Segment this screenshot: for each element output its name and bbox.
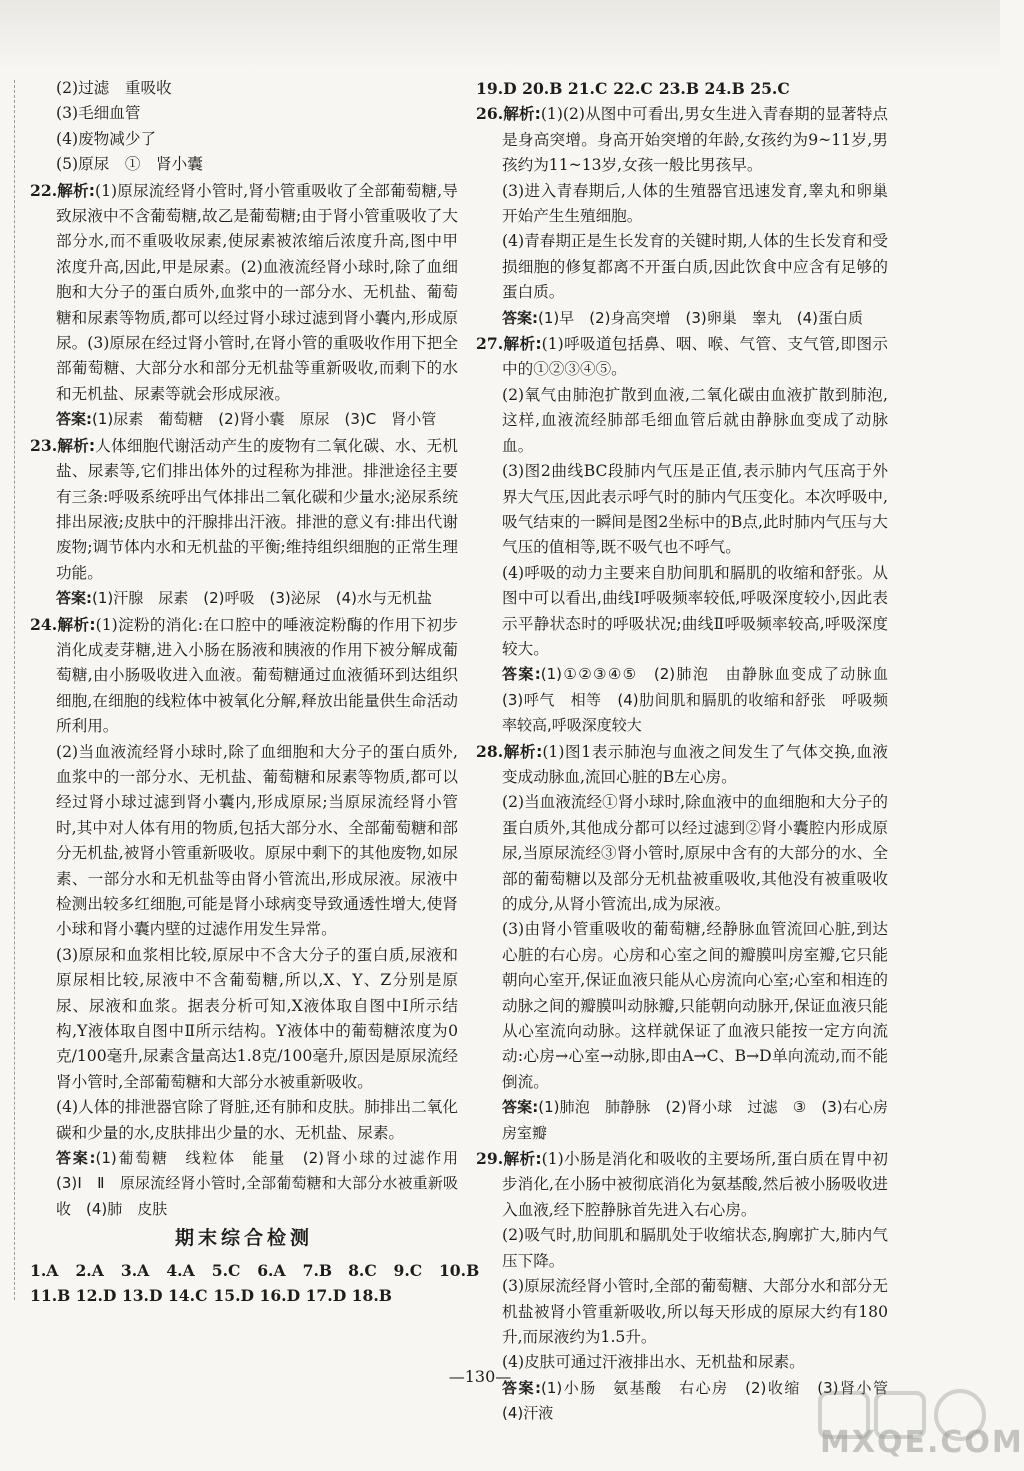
watermark-text: MXQE.COM <box>820 1425 1024 1460</box>
mc-answer: 18.B <box>351 1286 392 1306</box>
q24-label: 解析: <box>57 615 96 634</box>
mc-answer: 17.D <box>305 1286 347 1306</box>
section-title: 期末综合检测 <box>174 1227 313 1250</box>
column-divider <box>14 80 15 1300</box>
q28-answer-label: 答案: <box>502 1098 539 1117</box>
q23-label: 解析: <box>57 436 96 455</box>
mc-answer: 25.C <box>750 79 790 98</box>
mc-answer: 1.A <box>30 1260 59 1280</box>
mc-answer: 12.D <box>75 1286 117 1306</box>
mc-answers-row-3 <box>476 76 888 101</box>
q29-text-4: (4)皮肤可通过汗液排出水、无机盐和尿素。 <box>502 1353 805 1372</box>
q21-line: (2)过滤 重吸收 <box>56 79 172 97</box>
q22-answer-text: (1)尿素 葡萄糖 (2)肾小囊 原尿 (3)C 肾小管 <box>92 410 437 429</box>
q27-text-4: (4)呼吸的动力主要来自肋间肌和膈肌的收缩和舒张。从图中可以看出,曲线Ⅰ呼吸频率较低,呼吸深度较小,因此表示平静状态时的呼吸状况;曲线Ⅱ呼吸频率较高,呼吸深度较大。 <box>502 563 888 658</box>
q24-analysis <box>30 612 458 740</box>
q27-number: 27. <box>476 334 504 354</box>
q22-label: 解析: <box>57 181 96 200</box>
q28-answer <box>476 1095 904 1146</box>
q27-answer <box>476 662 904 738</box>
q26-label: 解析: <box>503 105 541 124</box>
mc-answer: 2.A <box>75 1260 104 1280</box>
q28-text-2: (2)当血液流经①肾小球时,除血液中的血细胞和大分子的蛋白质外,其他成分都可以经过滤到②肾小囊腔内形成原尿,当原尿流经③肾小管时,原尿中含有的大部分的水、全部的葡萄糖以及部分无机盐被重吸收,其他没有被重吸收的成分,从肾小管流出,成为尿液。 <box>502 793 888 913</box>
left-column <box>30 76 480 1309</box>
q29-label: 解析: <box>503 1150 542 1169</box>
mc-answer: 14.C <box>167 1286 208 1306</box>
q23-answer-text: (1)汗腺 尿素 (2)呼吸 (3)泌尿 (4)水与无机盐 <box>92 589 432 608</box>
mc-answer: 5.C <box>211 1260 241 1280</box>
mc-answer: 23.B <box>658 79 700 98</box>
q21-line: (4)废物减少了 <box>56 129 157 148</box>
mc-answer: 20.B <box>522 79 563 98</box>
mc-answer: 7.B <box>302 1260 333 1280</box>
q28-answer-text: (1)肺泡 肺静脉 (2)肾小球 过滤 ③ (3)右心房 房室瓣 <box>502 1098 904 1142</box>
q21-line: (3)毛细血管 <box>56 104 141 123</box>
mc-answers-row-1 <box>30 1258 480 1283</box>
q24-text-4: (4)人体的排泄器官除了肾脏,还有肺和皮肤。肺排出二氧化碳和少量的水,皮肤排出少量的水、无机盐、尿素。 <box>56 1098 458 1142</box>
q27-text-1: (1)呼吸道包括鼻、咽、喉、气管、支气管,即图示中的①②③④⑤。 <box>502 335 888 379</box>
q23-text: 人体细胞代谢活动产生的废物有二氧化碳、水、无机盐、尿素等,它们排出体外的过程称为排泄。排泄途径主要有三条:呼吸系统呼出气体排出二氧化碳和少量水;泌尿系统排出尿液;皮肤中的汗腺排出汗液。排泄的意义有:排出代谢废物;调节体内水和无机盐的平衡;维持组织细胞的正常生理功能。 <box>56 436 458 582</box>
q24-text-1: (1)淀粉的消化:在口腔中的唾液淀粉酶的作用下初步消化成麦芽糖,进入小肠在肠液和胰液的作用下被分解成葡萄糖,由小肠吸收进入血液。葡萄糖通过血液循环到达组织细胞,在细胞的线粒体中被氧化分解,释放出能量供生命活动所利用。 <box>56 615 458 736</box>
page-number: —130— <box>448 1367 512 1386</box>
q29-text-2: (2)吸气时,肋间肌和膈肌处于收缩状态,胸廓扩大,肺内气压下降。 <box>502 1226 888 1270</box>
q29-number: 29. <box>476 1149 504 1169</box>
q23-answer-label: 答案: <box>56 589 92 608</box>
q27-label: 解析: <box>503 335 542 354</box>
q28-label: 解析: <box>503 742 543 761</box>
mc-answer: 6.A <box>257 1260 286 1280</box>
q29-analysis <box>476 1146 888 1223</box>
q26-answer <box>476 306 888 331</box>
mc-answer: 9.C <box>393 1260 423 1280</box>
q26-text-1: (1)(2)从图中可看出,男女生进入青春期的显著特点是身高突增。身高开始突增的年龄,女孩约为9~11岁,男孩约为11~13岁,女孩一般比男孩早。 <box>502 105 888 175</box>
q24-answer-label: 答案: <box>56 1149 96 1168</box>
q27-text-3: (3)图2曲线BC段肺内气压是正值,表示肺内气压高于外界大气压,因此表示呼气时的肺内气压变化。本次呼吸中,吸气结束的一瞬间是图2坐标中的B点,此时肺内气压与大气压的值相等,既不吸气也不呼气。 <box>502 462 888 557</box>
mc-answer: 8.C <box>348 1260 377 1280</box>
mc-answer: 3.A <box>120 1260 150 1280</box>
q21-line: (5)原尿 ① 肾小囊 <box>56 155 203 174</box>
right-column <box>476 76 904 1427</box>
q27-text-2: (2)氧气由肺泡扩散到血液,二氧化碳由血液扩散到肺泡,这样,血液流经肺部毛细血管后就由静脉血变成了动脉血。 <box>502 385 888 455</box>
q28-text-1: (1)图1表示肺泡与血液之间发生了气体交换,血液变成动脉血,流回心脏的B左心房。 <box>502 742 888 786</box>
q24-text-2: (2)当血液流经肾小球时,除了血细胞和大分子的蛋白质外,血浆中的一部分水、无机盐、葡萄糖和尿素等物质,都可以经过肾小球过滤到肾小囊内,形成原尿;当原尿流经肾小管时,其中对人体有用的物质,包括大部分水、全部葡萄糖和部分无机盐,被肾小管重新吸收。原尿中剩下的其他废物,如尿素、一部分水和无机盐等由肾小管流出,形成尿液。尿液中检测出较多红细胞,可能是肾小球病变导致通透性增大,使肾小球和肾小囊内壁的过滤作用发生异常。 <box>56 742 458 939</box>
mc-answer: 15.D <box>213 1286 255 1306</box>
q26-analysis <box>476 101 888 178</box>
q27-answer-label: 答案: <box>502 665 541 684</box>
mc-answer: 10.B <box>438 1260 480 1280</box>
q28-number: 28. <box>476 741 504 761</box>
q23-analysis <box>30 433 458 586</box>
q22-number: 22. <box>30 180 58 200</box>
q27-analysis <box>476 331 888 383</box>
q29-answer-text: (1)小肠 氨基酸 右心房 (2)收缩 (3)肾小管 (4)汗液 <box>502 1378 904 1423</box>
q22-answer-label: 答案: <box>56 410 92 429</box>
scan-top-band <box>0 0 1000 70</box>
q29-text-3: (3)原尿流经肾小管时,全部的葡萄糖、大部分水和部分无机盐被肾小管重新吸收,所以每天形成的原尿大约有180升,而尿液约为1.5升。 <box>502 1277 888 1346</box>
mc-answer: 13.D <box>121 1286 163 1306</box>
mc-answer: 11.B <box>30 1286 71 1306</box>
q28-text-3: (3)由肾小管重吸收的葡萄糖,经静脉血管流回心脏,到达心脏的右心房。心房和心室之间的瓣膜叫房室瓣,它只能朝向心室开,保证血液只能从心房流向心室;心室和相连的动脉之间的瓣膜叫动脉瓣,只能朝向动脉开,保证血液只能从心室流向动脉。这样就保证了血液只能按一定方向流动:心房→心室→动脉,即由A→C、B→D单向流动,而不能倒流。 <box>502 920 888 1091</box>
q24-number: 24. <box>30 614 58 634</box>
q26-text-2: (3)进入青春期后,人体的生殖器官迅速发育,睾丸和卵巢开始产生生殖细胞。 <box>502 181 888 226</box>
q22-analysis <box>30 178 458 408</box>
q24-answer-text: (1)葡萄糖 线粒体 能量 (2)肾小球的过滤作用 (3)Ⅰ Ⅱ 原尿流经肾小管时,全部葡萄糖和大部分水被重新吸收 (4)肺 皮肤 <box>56 1149 474 1218</box>
mc-answer: 19.D <box>476 79 517 98</box>
q22-text: (1)原尿流经肾小管时,肾小管重吸收了全部葡萄糖,导致尿液中不含葡萄糖,故乙是葡萄糖;由于肾小管重吸收了大部分水,而不重吸收尿素,使尿素被浓缩后浓度升高,图中甲浓度升高,因此,甲是尿素。(2)血液流经肾小球时,除了血细胞和大分子的蛋白质外,血浆中的一部分水、无机盐、葡萄糖和尿素等物质,都可以经过肾小球过滤到肾小囊内,形成原尿。(3)原尿在经过肾小管时,在肾小管的重吸收作用下把全部葡萄糖、大部分水和部分无机盐等重新吸收,而剩下的水和无机盐、尿素等就会形成尿液。 <box>56 181 458 403</box>
q26-text-3: (4)青春期正是生长发育的关键时期,人体的生长发育和受损细胞的修复都离不开蛋白质,因此饮食中应含有足够的蛋白质。 <box>502 232 888 302</box>
mc-answer: 16.D <box>259 1286 301 1306</box>
mc-answer: 4.A <box>166 1260 195 1280</box>
q24-text-3: (3)原尿和血浆相比较,原尿中不含大分子的蛋白质,尿液和原尿相比较,尿液中不含葡萄糖,所以,X、Y、Z分别是原尿、尿液和血浆。据表分析可知,X液体取自图中Ⅰ所示结构,Y液体取自图中Ⅱ所示结构。Y液体中的葡萄糖浓度为0克/100毫升,尿素含量高达1.8克/100毫升,原因是原尿流经肾小管时,全部葡萄糖和大部分水被重新吸收。 <box>56 945 458 1091</box>
q23-number: 23. <box>30 435 58 455</box>
q26-number: 26. <box>476 104 504 124</box>
q23-answer <box>30 586 458 611</box>
mc-answer: 24.B <box>704 79 745 98</box>
mc-answer: 22.C <box>613 79 653 98</box>
q29-answer-label: 答案: <box>502 1378 541 1397</box>
q29-text-1: (1)小肠是消化和吸收的主要场所,蛋白质在胃中初步消化,在小肠中被彻底消化为氨基酸,然后被小肠吸收进入血液,经下腔静脉首先进入右心房。 <box>502 1150 888 1219</box>
q24-answer <box>30 1146 474 1222</box>
q26-answer-text: (1)早 (2)身高突增 (3)卵巢 睾丸 (4)蛋白质 <box>538 308 863 327</box>
mc-answers-row-2 <box>30 1283 458 1308</box>
q27-answer-text: (1)①②③④⑤ (2)肺泡 由静脉血变成了动脉血 (3)呼气 相等 (4)肋间肌和膈肌的收缩和舒张 呼吸频率较高,呼吸深度较大 <box>502 665 904 735</box>
q22-answer <box>30 407 458 432</box>
mc-answer: 21.C <box>567 79 608 98</box>
q28-analysis <box>476 739 888 791</box>
q26-answer-label: 答案: <box>502 308 538 327</box>
